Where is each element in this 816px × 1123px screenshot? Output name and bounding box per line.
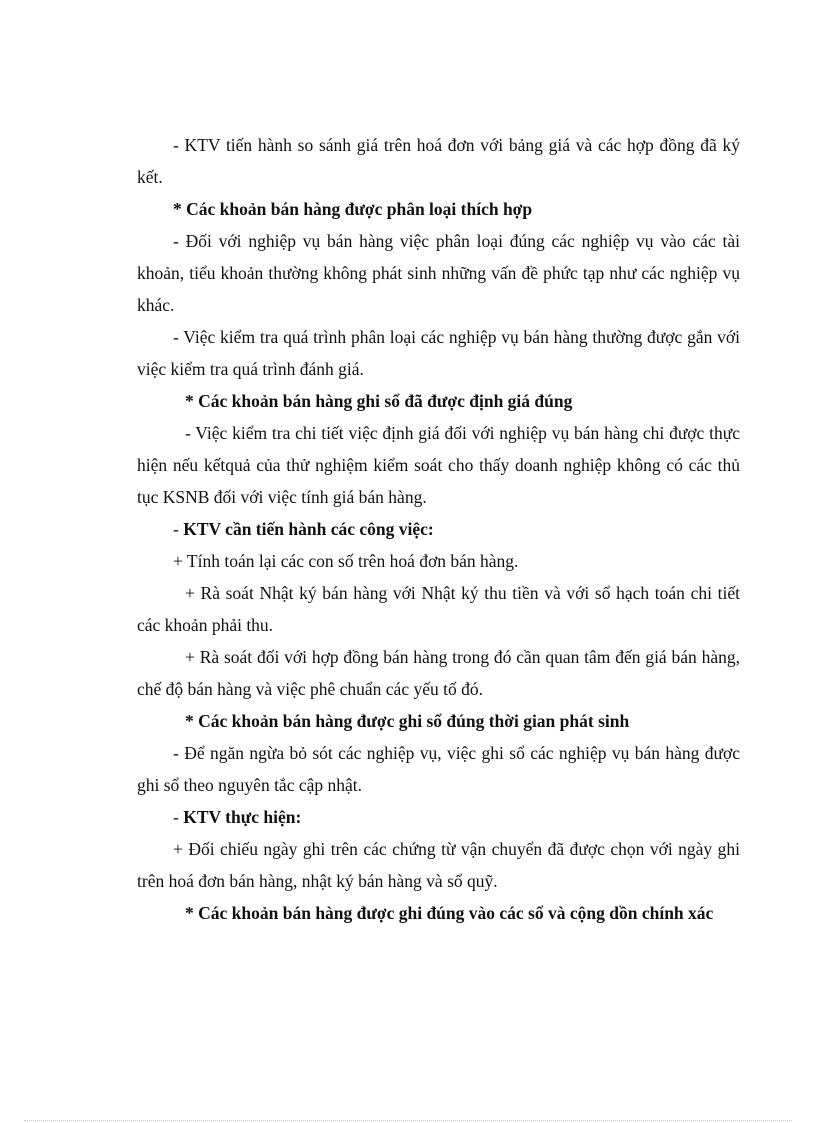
paragraph-prevent-omission: - Để ngăn ngừa bỏ sót các nghiệp vụ, việc ghi sổ các nghiệp vụ bán hàng được ghi sổ theo nguyên tắc cập nhật. xyxy=(137,743,740,795)
paragraph-recalculate-invoice: + Tính toán lại các con số trên hoá đơn bán hàng. xyxy=(173,551,519,571)
heading-timing: * Các khoản bán hàng được ghi sổ đúng thời gian phát sinh xyxy=(185,711,630,731)
paragraph-valuation-detail: - Việc kiểm tra chi tiết việc định giá đối với nghiệp vụ bán hàng chỉ được thực hiện nếu kếtquả của thử nghiệm kiểm soát cho thấy doanh nghiệp không có các thủ tục KSNB đối với việc tính giá bán hàng. xyxy=(137,423,740,507)
ktv-tasks-label: KTV cần tiến hành các công việc: xyxy=(183,519,434,539)
heading-posting-accuracy: * Các khoản bán hàng được ghi đúng vào các sổ và cộng dồn chính xác xyxy=(185,903,714,923)
dash-prefix: - xyxy=(173,807,184,827)
heading-classification: * Các khoản bán hàng được phân loại thích hợp xyxy=(173,199,533,219)
paragraph-ktv-tasks xyxy=(137,513,740,545)
document-body xyxy=(137,129,740,929)
heading-valuation: * Các khoản bán hàng ghi sổ đã được định giá đúng xyxy=(185,391,573,411)
ktv-perform-label: KTV thực hiện: xyxy=(183,807,302,827)
paragraph-classification-check: - Việc kiểm tra quá trình phân loại các nghiệp vụ bán hàng thường được gắn với việc kiểm tra quá trình đánh giá. xyxy=(137,327,740,379)
paragraph-review-journals: + Rà soát Nhật ký bán hàng với Nhật ký thu tiền và với sổ hạch toán chi tiết các khoản phải thu. xyxy=(137,583,740,635)
paragraph-classification-accounts: - Đối với nghiệp vụ bán hàng việc phân loại đúng các nghiệp vụ vào các tài khoản, tiểu khoản thường không phát sinh những vấn đề phức tạp như các nghiệp vụ khác. xyxy=(137,231,740,315)
dash-prefix: - xyxy=(173,519,184,539)
paragraph-price-comparison: - KTV tiến hành so sánh giá trên hoá đơn với bảng giá và các hợp đồng đã ký kết. xyxy=(137,135,740,187)
paragraph-ktv-perform xyxy=(137,801,740,833)
page-bottom-divider xyxy=(24,1120,792,1121)
paragraph-review-contracts: + Rà soát đối với hợp đồng bán hàng trong đó cần quan tâm đến giá bán hàng, chế độ bán hàng và việc phê chuẩn các yếu tố đó. xyxy=(137,647,740,699)
paragraph-compare-dates: + Đối chiếu ngày ghi trên các chứng từ vận chuyển đã được chọn với ngày ghi trên hoá đơn bán hàng, nhật ký bán hàng và sổ quỹ. xyxy=(137,839,740,891)
